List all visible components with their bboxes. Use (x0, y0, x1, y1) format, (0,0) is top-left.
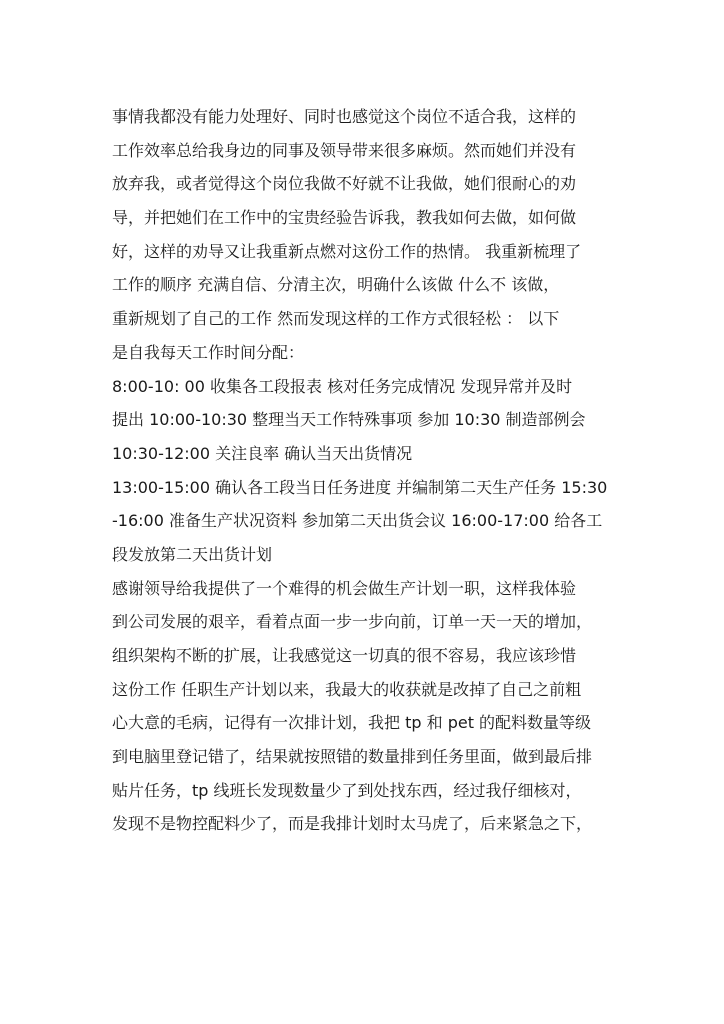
text-line: 重新规划了自己的工作 然而发现这样的工作方式很轻松 ： 以下 (112, 309, 560, 329)
text-line: 13:00-15:00 确认各工段当日任务进度 并编制第二天生产任务 15:30 (112, 477, 608, 497)
document-body (112, 100, 632, 841)
text-line: 工作的顺序 充满自信、分清主次，明确什么该做 什么不 该做， (112, 275, 560, 295)
text-line: 好，这样的劝导又让我重新点燃对这份工作的热情。 我重新梳理了 (112, 241, 582, 261)
text-line: 这份工作 任职生产计划以来，我最大的收获就是改掉了自己之前粗 (112, 679, 582, 699)
text-line: -16:00 准备生产状况资料 参加第二天出货会议 16:00-17:00 给各工 (112, 511, 603, 531)
text-line: 组织架构不断的扩展，让我感觉这一切真的很不容易，我应该珍惜 (112, 646, 577, 665)
text-line: 感谢领导给我提供了一个难得的机会做生产计划一职，这样我体验 (112, 578, 577, 598)
text-line: 提出 10:00-10:30 整理当天工作特殊事项 参加 10:30 制造部例会 (112, 410, 586, 430)
text-line: 放弃我，或者觉得这个岗位我做不好就不让我做，她们很耐心的劝 (112, 174, 577, 194)
text-line: 到公司发展的艰辛，看着点面一步一步向前，订单一天一天的增加， (112, 612, 593, 632)
text-line: 是自我每天工作时间分配： (112, 342, 305, 362)
text-line: 段发放第二天出货计划 (112, 544, 273, 564)
text-line: 贴片任务，tp 线班长发现数量少了到处找东西，经过我仔细核对， (112, 780, 582, 800)
text-line: 工作效率总给我身边的同事及领导带来很多麻烦。然而她们并没有 (112, 140, 577, 160)
text-line: 到电脑里登记错了，结果就按照错的数量排到任务里面，做到最后排 (112, 747, 593, 767)
text-line: 8:00-10: 00 收集各工段报表 核对任务完成情况 发现异常并及时 (112, 376, 573, 396)
text-line: 发现不是物控配料少了，而是我排计划时太马虎了，后来紧急之下， (112, 814, 593, 834)
text-line: 10:30-12:00 关注良率 确认当天出货情况 (112, 443, 413, 463)
text-line: 导，并把她们在工作中的宝贵经验告诉我，教我如何去做，如何做 (112, 208, 577, 228)
text-line: 心大意的毛病，记得有一次排计划，我把 tp 和 pet 的配料数量等级 (112, 713, 592, 733)
text-line: 事情我都没有能力处理好、同时也感觉这个岗位不适合我，这样的 (112, 107, 577, 126)
